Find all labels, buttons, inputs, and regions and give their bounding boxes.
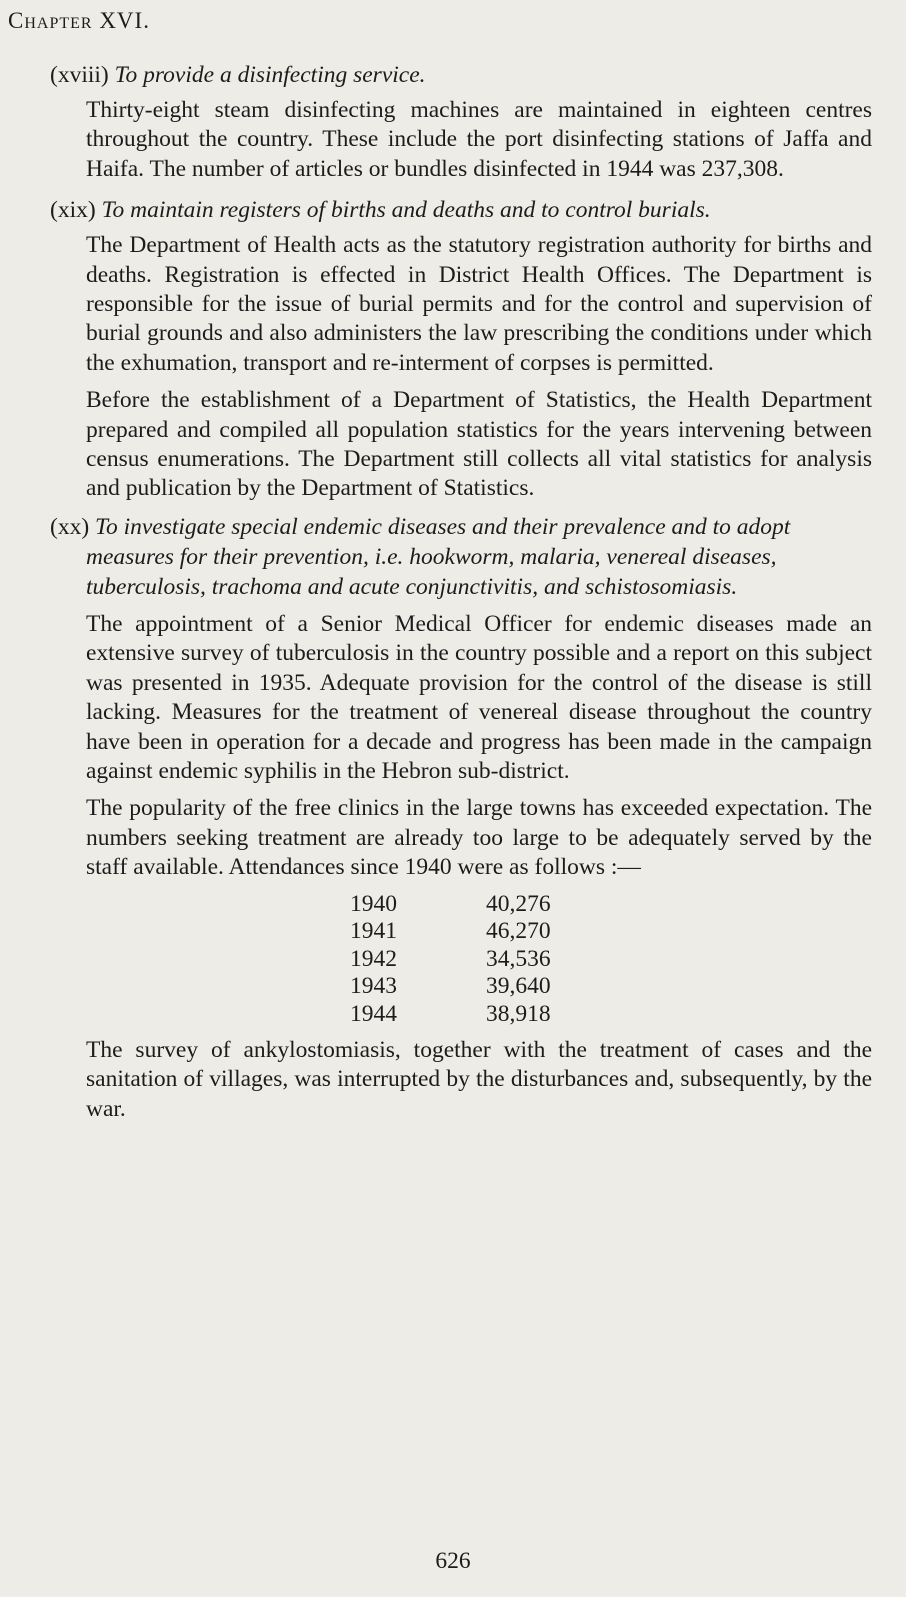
paragraph: The Department of Health acts as the statutory registration authority for births and deaths. Registration is effected in District Health Offices. The Department is responsible for the issue of burial permits and for the control and supervision of burial grounds and also administers the law prescribing the conditions under which the exhumation, transport and re-interment of corpses is permitted. — [86, 232, 872, 376]
value-cell: 39,640 — [486, 973, 551, 1000]
year-cell: 1944 — [350, 1000, 397, 1027]
value-cell: 34,536 — [486, 945, 551, 972]
year-cell: 1943 — [350, 973, 397, 1000]
value-cell: 40,276 — [486, 890, 551, 917]
table-row — [50, 1001, 872, 1029]
closing-paragraph: The survey of ankylostomiasis, together with the treatment of cases and the sanitation of villages, was interrupted by the disturbances and, subsequently, by the war. — [86, 1037, 872, 1122]
table-row — [50, 973, 872, 1001]
section-heading-xviii — [50, 60, 872, 90]
table-row — [50, 946, 872, 974]
section-title: To investigate special endemic diseases and their prevalence and to adopt measures for their prevention, i.e. hookworm, malaria, venereal diseases, tuberculosis, trachoma and acute conjunctivitis, and schistosomiasis. — [86, 513, 791, 600]
section-title: To provide a disinfecting service. — [114, 62, 426, 88]
paragraph: The popularity of the free clinics in the large towns has exceeded expectation. The numbers seeking treatment are already too large to be adequately served by the staff available. Attendances since 1940 were as follows :— — [86, 795, 872, 881]
section-number: (xx) — [50, 513, 90, 540]
table-row — [50, 891, 872, 919]
section-title: To maintain registers of births and deaths and to control burials. — [101, 197, 711, 224]
page-number: 626 — [435, 1548, 471, 1574]
value-cell: 46,270 — [486, 918, 551, 945]
year-cell: 1941 — [350, 918, 397, 945]
year-cell: 1940 — [350, 890, 397, 917]
table-row — [50, 918, 872, 946]
section-number: (xviii) — [50, 62, 109, 88]
section-heading-xx — [50, 512, 872, 602]
year-cell: 1942 — [350, 945, 397, 972]
section-number: (xix) — [50, 197, 96, 224]
paragraph: The appointment of a Senior Medical Officer for endemic diseases made an extensive survey of tuberculosis in the country possible and a report on this subject was presented in 1935. Adequate provision for the control of the disease is still lacking. Measures for the treatment of venereal disease throughout the country have been in operation for a decade and progress has been made in the campaign against endemic syphilis in the Hebron sub-district. — [86, 610, 872, 784]
page-body — [50, 60, 872, 1124]
attendance-table — [50, 891, 872, 1029]
paragraph: Before the establishment of a Department of Statistics, the Health Department prepared and compiled all population statistics for the years intervening between census enumerations. The Department still collects all vital statistics for analysis and publication by the Department of Statistics. — [86, 387, 872, 502]
value-cell: 38,918 — [486, 1000, 551, 1027]
section-heading-xix — [50, 195, 872, 225]
paragraph: Thirty-eight steam disinfecting machines are maintained in eighteen centres throughout the country. These include the port disinfecting stations of Jaffa and Haifa. The number of articles or bundles disinfected in 1944 was 237,308. — [86, 97, 872, 182]
chapter-header: Chapter XVI. — [8, 8, 150, 33]
